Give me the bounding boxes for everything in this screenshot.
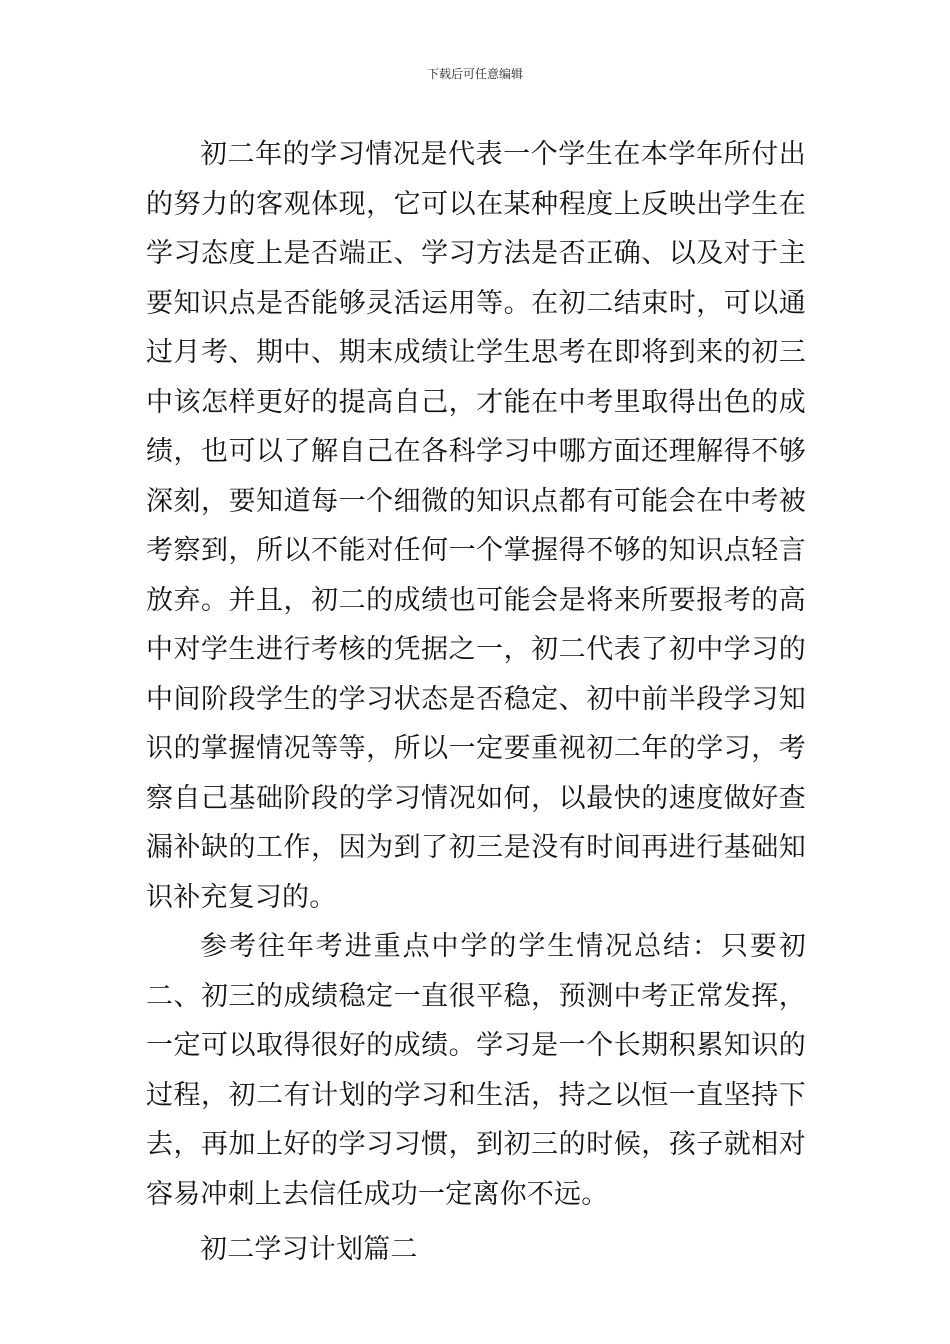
header-note: 下载后可任意编辑 (426, 67, 523, 81)
paragraph-2: 参考往年考进重点中学的学生情况总结：只要初二、初三的成绩稳定一直很平稳，预测中考正常发挥，一定可以取得很好的成绩。学习是一个长期积累知识的过程，初二有计划的学习和生活，持之以恒一直坚持下去，再加上好的学习习惯，到初三的时候，孩子就相对容易冲刺上去信任成功一定离你不远。 (146, 931, 806, 1210)
section-heading: 初二学习计划篇二 (200, 1234, 418, 1265)
document-body (146, 130, 806, 1275)
paragraph-1: 初二年的学习情况是代表一个学生在本学年所付出的努力的客观体现，它可以在某种程度上反映出学生在学习态度上是否端正、学习方法是否正确、以及对于主要知识点是否能够灵活运用等。在初二结束时，可以通过月考、期中、期末成绩让学生思考在即将到来的初三中该怎样更好的提高自己，才能在中考里取得出色的成绩，也可以了解自己在各科学习中哪方面还理解得不够深刻，要知道每一个细微的知识点都有可能会在中考被考察到，所以不能对任何一个掌握得不够的知识点轻言放弃。并且，初二的成绩也可能会是将来所要报考的高中对学生进行考核的凭据之一，初二代表了初中学习的中间阶段学生的学习状态是否稳定、初中前半段学习知识的掌握情况等等，所以一定要重视初二年的学习，考察自己基础阶段的学习情况如何，以最快的速度做好查漏补缺的工作，因为到了初三是没有时间再进行基础知识补充复习的。 (146, 139, 806, 913)
